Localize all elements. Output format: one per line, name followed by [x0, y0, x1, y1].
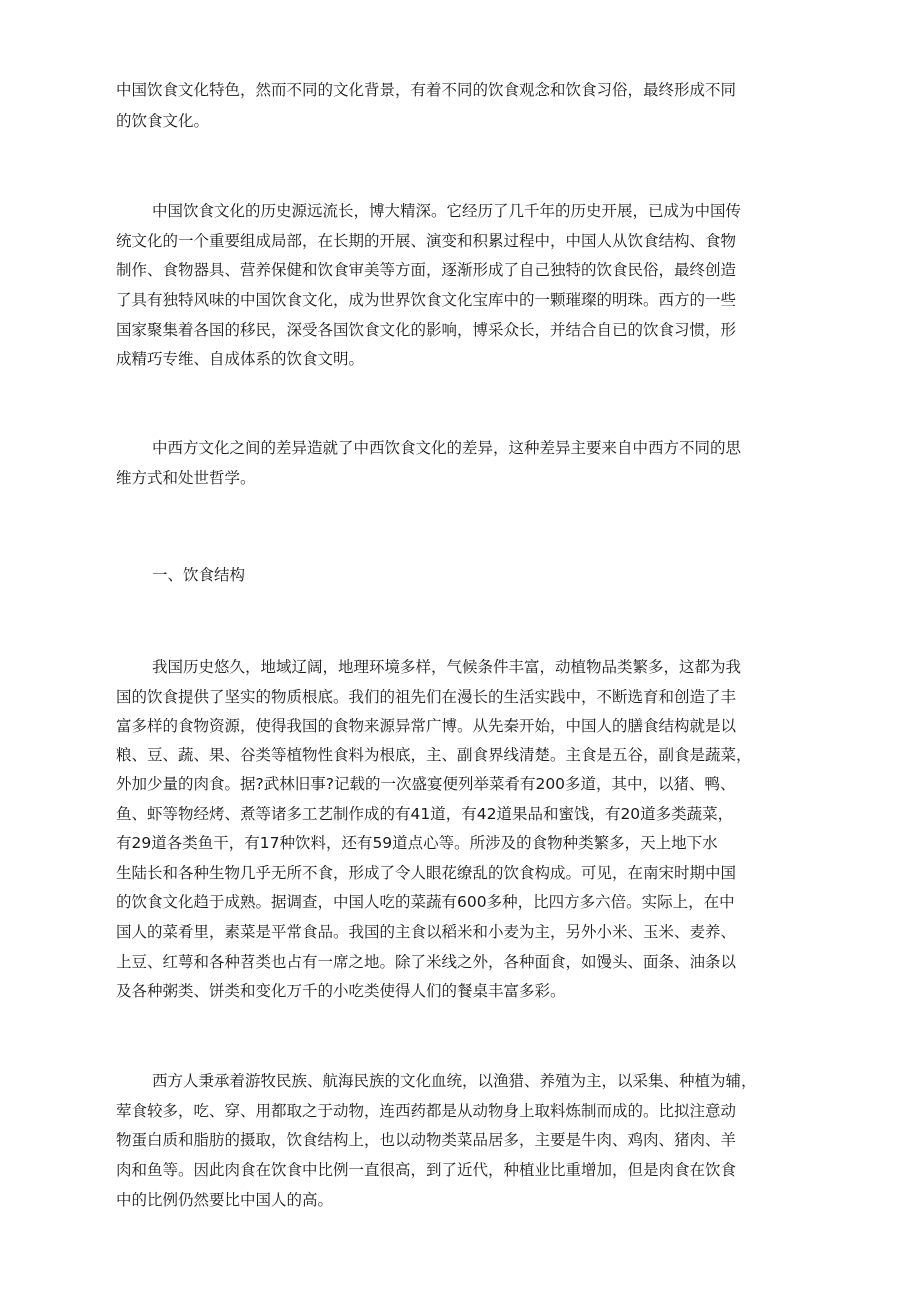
text-line: 中西方文化之间的差异造就了中西饮食文化的差异，这种差异主要来自中西方不同的思 — [152, 439, 742, 457]
text-line: 成精巧专维、自成体系的饮食文明。 — [116, 350, 365, 368]
text-line: 的饮食文化。 — [116, 112, 210, 130]
text-line: 了具有独特风味的中国饮食文化，成为世界饮食文化宝库中的一颗璀璨的明珠。西方的一些 — [116, 291, 737, 309]
text-line: 物蛋白质和脂肪的摄取，饮食结构上，也以动物类菜品居多，主要是牛肉、鸡肉、猪肉、羊 — [116, 1131, 737, 1149]
text-line: 中国饮食文化特色，然而不同的文化背景，有着不同的饮食观念和饮食习俗，最终形成不同 — [116, 81, 737, 99]
text-line: 西方人秉承着游牧民族、航海民族的文化血统，以渔猎、养殖为主，以采集、种植为辅， — [152, 1072, 757, 1090]
text-line: 统文化的一个重要组成局部，在长期的开展、演变和积累过程中，中国人从饮食结构、食物 — [116, 232, 737, 250]
text-line: 制作、食物器具、营养保健和饮食审美等方面，逐渐形成了自己独特的饮食民俗，最终创造 — [116, 261, 737, 279]
text-line: 粮、豆、蔬、果、谷类等植物性食料为根底，主、副食界线清楚。主食是五谷，副食是蔬菜， — [116, 746, 752, 764]
text-line: 有29道各类鱼干，有17种饮料，还有59道点心等。所涉及的食物种类繁多，天上地下水 — [116, 834, 718, 852]
text-line: 国家聚集着各国的移民，深受各国饮食文化的影响，博采众长，并结合自已的饮食习惯，形 — [116, 321, 737, 339]
text-line: 生陆长和各种生物几乎无所不食，形成了令人眼花缭乱的饮食构成。可见，在南宋时期中国 — [116, 864, 737, 882]
text-line: 荤食较多，吃、穿、用都取之于动物，连西药都是从动物身上取料炼制而成的。比拟注意动 — [116, 1102, 737, 1120]
text-line: 的饮食文化趋于成熟。据调查，中国人吃的菜蔬有600多种，比四方多六倍。实际上，在中 — [116, 893, 735, 911]
text-line: 肉和鱼等。因此肉食在饮食中比例一直很高，到了近代，种植业比重增加，但是肉食在饮食 — [116, 1161, 737, 1179]
text-line: 中国饮食文化的历史源远流长，博大精深。它经历了几千年的历史开展，已成为中国传 — [152, 202, 742, 220]
text-line: 国人的菜肴里，素菜是平常食品。我国的主食以稻米和小麦为主，另外小米、玉米、麦养、 — [116, 923, 737, 941]
text-line: 及各种粥类、饼类和变化万千的小吃类使得人们的餐桌丰富多彩。 — [116, 982, 566, 1000]
heading-text: 一、饮食结构 — [152, 566, 246, 584]
text-line: 中的比例仍然要比中国人的高。 — [116, 1191, 334, 1209]
text-line: 富多样的食物资源，使得我国的食物来源异常广博。从先秦开始，中国人的膳食结构就是以 — [116, 717, 737, 735]
text-line: 维方式和处世哲学。 — [116, 469, 256, 487]
text-line: 我国历史悠久，地域辽阔，地理环境多样，气候条件丰富，动植物品类繁多，这都为我 — [152, 658, 742, 676]
text-line: 上豆、红萼和各种苕类也占有一席之地。除了米线之外，各种面食，如馒头、面条、油条以 — [116, 953, 737, 971]
text-line: 鱼、虾等物经烤、煮等诸多工艺制作成的有41道，有42道果品和蜜饯，有20道多类蔬菜， — [116, 805, 734, 823]
text-line: 国的饮食提供了坚实的物质根底。我们的祖先们在漫长的生活实践中，不断选育和创造了丰 — [116, 688, 737, 706]
text-line: 外加少量的肉食。据?武林旧事?记载的一次盛宴便列举菜肴有200多道，其中，以猪、鸭、 — [116, 775, 736, 793]
